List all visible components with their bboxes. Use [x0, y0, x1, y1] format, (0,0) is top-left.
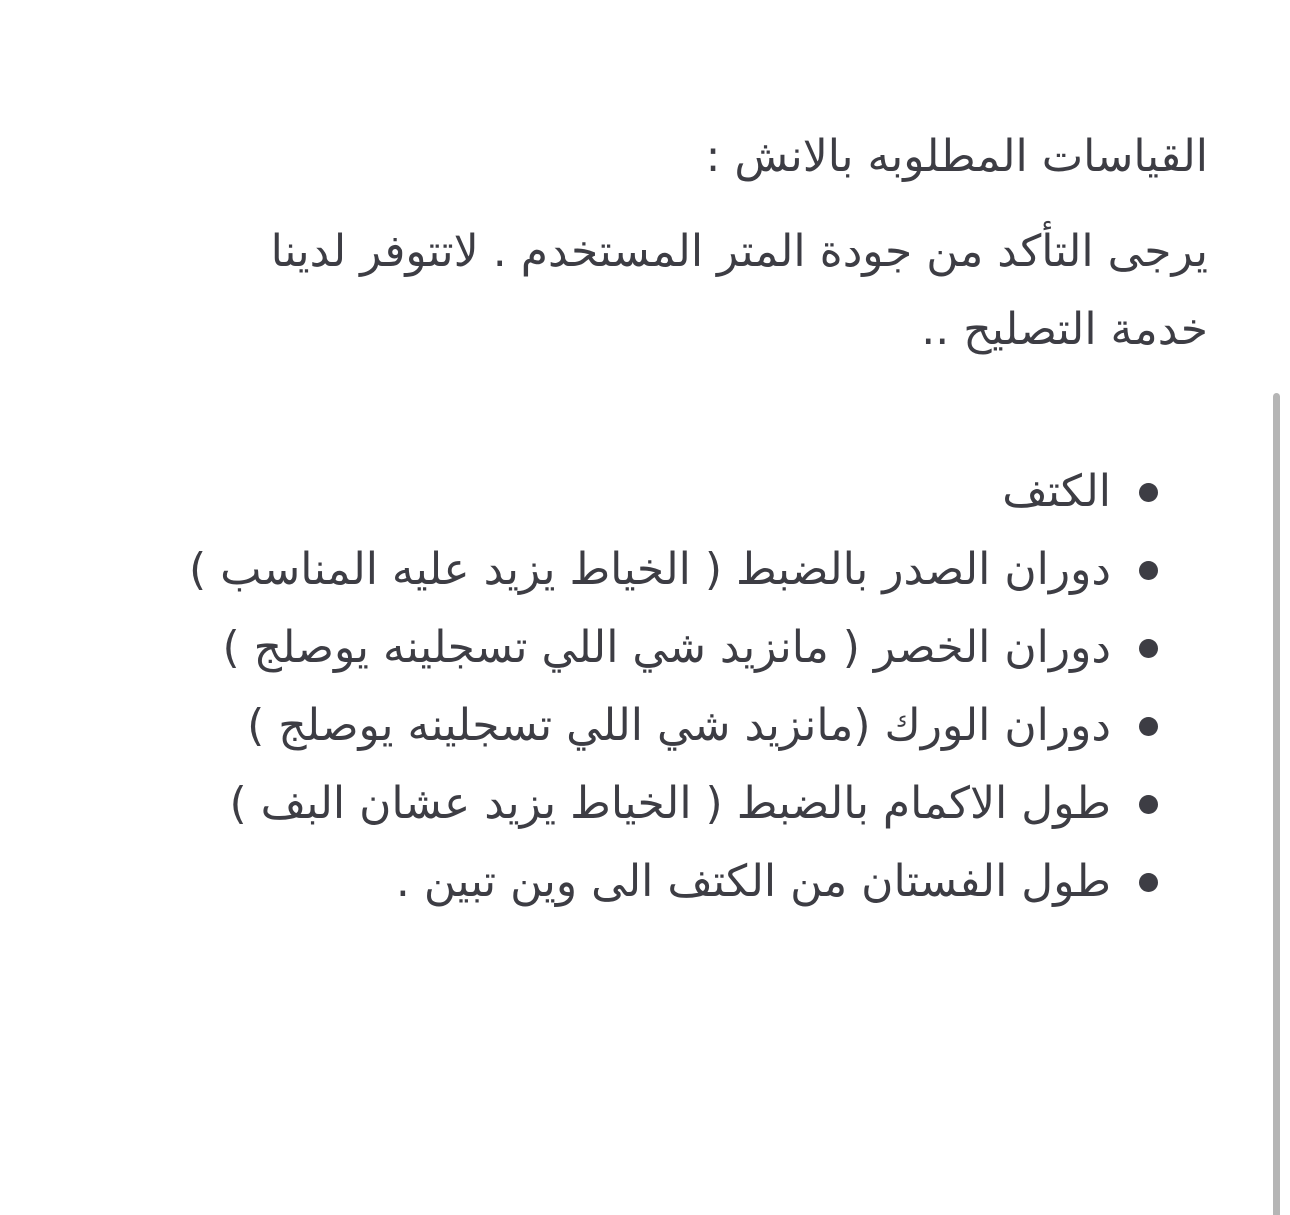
measurements-list	[0, 453, 1208, 921]
list-item-label: طول الاكمام بالضبط ( الخياط يزيد عشان البف )	[229, 778, 1111, 829]
bullet-icon	[1139, 561, 1158, 580]
quality-note-line-1: يرجى التأكد من جودة المتر المستخدم . لاتتوفر لدينا	[270, 226, 1208, 277]
list-item-hip	[0, 687, 1158, 765]
bullet-icon	[1139, 873, 1158, 892]
bullet-icon	[1139, 483, 1158, 502]
bullet-icon	[1139, 795, 1158, 814]
list-item-label: طول الفستان من الكتف الى وين تبين .	[395, 856, 1111, 907]
list-item-chest	[0, 531, 1158, 609]
measurements-heading: القياسات المطلوبه بالانش :	[705, 131, 1208, 182]
scrollbar-thumb[interactable]	[1273, 393, 1280, 1215]
list-item-dress-length	[0, 843, 1158, 921]
bullet-icon	[1139, 639, 1158, 658]
list-item-shoulder	[0, 453, 1158, 531]
list-item-label: دوران الصدر بالضبط ( الخياط يزيد عليه المناسب )	[188, 544, 1111, 595]
list-item-label: دوران الورك (مانزيد شي اللي تسجلينه يوصلج )	[247, 700, 1111, 751]
list-item-waist	[0, 609, 1158, 687]
list-item-label: الكتف	[1002, 466, 1111, 517]
quality-note-line-2: خدمة التصليح ..	[921, 304, 1208, 355]
quality-note	[0, 213, 1208, 369]
list-item-label: دوران الخصر ( مانزيد شي اللي تسجلينه يوصلج )	[222, 622, 1111, 673]
list-item-sleeve-length	[0, 765, 1158, 843]
bullet-icon	[1139, 717, 1158, 736]
